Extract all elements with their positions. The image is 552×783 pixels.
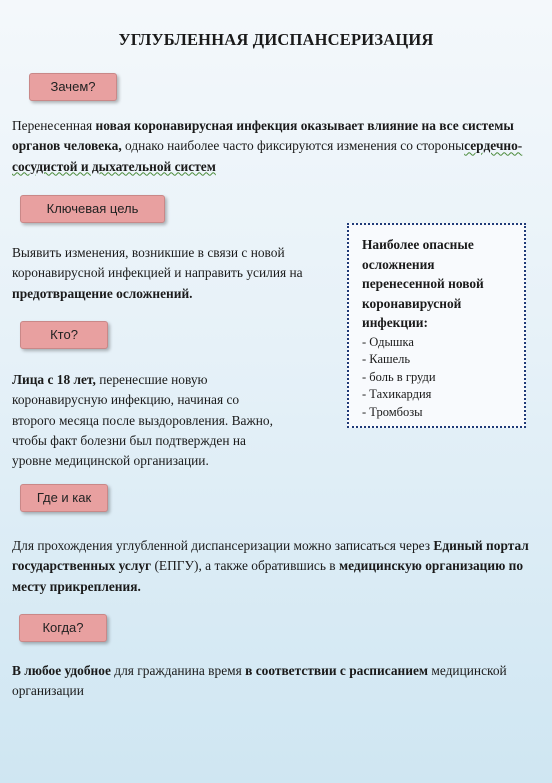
list-item: - Тахикардия — [362, 387, 432, 401]
goal-text-2: предотвращение осложнений. — [12, 285, 193, 301]
why-text-2: новая коронавирусная инфекция оказывает влияние на все системы органов человека, — [12, 118, 514, 154]
goal-paragraph — [12, 243, 340, 304]
when-text-4: медицинской организации — [12, 663, 507, 699]
goal-text-1: Выявить изменения, возникшие в связи с новой коронавирусной инфекцией и направить усилия на — [12, 245, 303, 281]
list-item: - боль в груди — [362, 369, 436, 384]
section-label-goal: Ключевая цель — [20, 195, 165, 223]
why-text-4: сердечно-сосудистой и дыхательной систем — [12, 138, 523, 174]
section-label-why: Зачем? — [29, 73, 117, 101]
why-text-3: однако наиболее часто фиксируются изменения со стороны — [121, 138, 465, 154]
when-text-1: В любое удобное — [12, 663, 111, 678]
list-item: - Тромбозы — [362, 404, 423, 419]
when-text-2: для гражданина время — [110, 663, 246, 678]
section-label-when: Когда? — [19, 614, 107, 642]
who-paragraph — [12, 370, 280, 471]
why-text-1: Перенесенная — [12, 118, 96, 133]
who-text-1: Лица с 18 лет, — [12, 372, 96, 387]
complications-list — [362, 334, 512, 422]
page-title: УГЛУБЛЕННАЯ ДИСПАНСЕРИЗАЦИЯ — [118, 30, 434, 49]
section-label-who: Кто? — [20, 321, 108, 349]
where-text-1: Для прохождения углубленной диспансеризации можно записаться через — [12, 538, 434, 553]
where-text-2: Единый портал государственных услуг — [12, 538, 529, 574]
where-text-3: (ЕПГУ), а также обратившись в — [151, 558, 339, 574]
who-text-2: перенесшие новую коронавирусную инфекцию, начиная со второго месяца после выздоровления. Важно, чтобы факт болезни был подтвержден на уровне медицинской организации. — [12, 372, 273, 469]
where-text-4: медицинскую организацию по месту прикрепления. — [12, 558, 524, 594]
list-item: - Одышка — [362, 334, 414, 349]
complications-title: Наиболее опасные осложнения перенесенной новой коронавирусной инфекции: — [362, 237, 484, 330]
complications-box — [347, 223, 526, 428]
section-label-where: Где и как — [20, 484, 108, 512]
why-paragraph — [12, 116, 532, 177]
where-paragraph — [12, 536, 532, 597]
list-item: - Кашель — [362, 352, 411, 366]
when-text-3: в соответствии с расписанием — [245, 663, 429, 678]
when-paragraph — [12, 661, 532, 702]
